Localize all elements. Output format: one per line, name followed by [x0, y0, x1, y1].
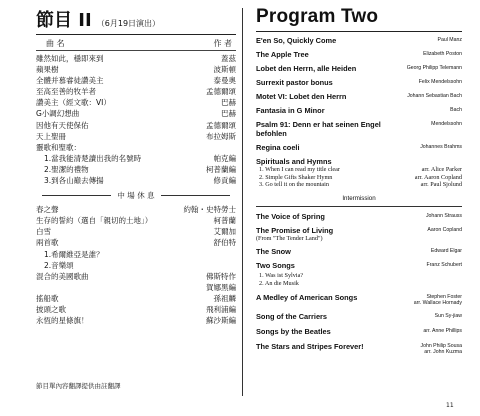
- english-intermission-rule: [256, 206, 462, 207]
- chinese-part1-list: [36, 53, 236, 186]
- song-composer-block: [423, 50, 462, 57]
- song-title: Regina coeli: [256, 143, 300, 152]
- song-composer-block: [450, 106, 462, 113]
- spiritual-arranger: arr. Aaron Copland: [414, 173, 462, 181]
- program-row: [256, 312, 462, 321]
- program-row: [36, 53, 236, 64]
- program-row: [36, 131, 236, 142]
- spiritual-arranger: arr. Alice Parker: [421, 166, 462, 173]
- song-title: 混合的美國歌曲: [36, 271, 89, 281]
- song-composer: 蘇沙斯編: [206, 316, 236, 326]
- spiritual-item: [256, 181, 462, 189]
- song-composer: 佛斯特作: [206, 271, 236, 281]
- program-item: [256, 261, 462, 270]
- song-composer: Johannes Brahms: [420, 144, 462, 150]
- program-row: [36, 75, 236, 86]
- column-divider: [242, 8, 243, 396]
- spirituals-title: Spirituals and Hymns: [256, 157, 332, 166]
- song-composer: 泰曼奧: [213, 76, 236, 86]
- song-composer: John Philip Sousa: [420, 342, 462, 349]
- song-title: 1.當我能清楚讀出我的名號時: [44, 153, 142, 163]
- song-arranger: arr. John Kuzma: [424, 348, 462, 355]
- song-title: 永恆的星條旗！: [36, 316, 89, 326]
- song-title: 雖然如此，穩即來到: [36, 54, 104, 63]
- song-composer-block: [427, 226, 462, 233]
- song-title: Fantasia in G Minor: [256, 106, 325, 115]
- program-item: [256, 143, 462, 152]
- song-composer: Georg Philipp Telemann: [406, 65, 462, 71]
- song-title: E'en So, Quickly Come: [256, 36, 337, 45]
- spiritual-arranger: arr. Paul Sjolund: [420, 181, 462, 189]
- program-item: [256, 64, 462, 73]
- program-item: [256, 293, 462, 306]
- song-composer: Felix Mendelssohn: [418, 79, 462, 85]
- program-row: [256, 64, 462, 73]
- program-row: [36, 282, 236, 293]
- song-composer-block: [427, 261, 462, 268]
- program-item: [256, 50, 462, 59]
- song-composer: 蓋茲: [221, 54, 236, 63]
- program-item: [256, 247, 462, 256]
- song-composer: arr. Anne Phillips: [423, 327, 462, 334]
- song-title: 生存的誓約（選自「親切的土地」）: [36, 216, 153, 226]
- song-title: The Stars and Stripes Forever!: [256, 341, 364, 351]
- program-row: [256, 92, 462, 101]
- program-item: [256, 226, 462, 243]
- song-composer: 孟德爾頌: [206, 120, 236, 130]
- song-composer-block: [431, 247, 462, 254]
- song-composer-block: [431, 120, 462, 127]
- song-title: A Medley of American Songs: [256, 292, 358, 302]
- song-composer-block: [435, 312, 462, 319]
- program-row: [256, 226, 462, 235]
- chinese-title: 節目 II: [36, 10, 92, 31]
- header-rule: [36, 50, 236, 51]
- song-title: G小調幻想曲: [36, 109, 80, 119]
- english-intermission: Intermission: [342, 194, 376, 202]
- column-header: [36, 38, 236, 49]
- song-title: 靈歌和聖歌：: [36, 142, 81, 152]
- intermission-line-left: [42, 195, 111, 196]
- program-item: [256, 342, 462, 355]
- song-composer: 賀娜黑編: [206, 282, 236, 292]
- program-item: [256, 106, 462, 115]
- program-row: [36, 86, 236, 97]
- program-row: [256, 247, 462, 256]
- program-row: [256, 342, 462, 355]
- song-composer: Stephen Foster: [426, 293, 462, 300]
- song-composer: Johann Sebastian Bach: [407, 93, 462, 99]
- song-title: 披頭之歌: [36, 304, 66, 314]
- song-title: 兩首歌: [36, 238, 59, 248]
- song-composer: Elizabeth Poston: [423, 51, 462, 57]
- song-title: The Voice of Spring: [256, 211, 325, 221]
- intermission-label: 中 場 休 息: [117, 190, 155, 200]
- chinese-title-block: [36, 6, 236, 32]
- header-song: 曲 名: [46, 39, 65, 48]
- song-composer-block: [419, 78, 462, 85]
- song-title: 全體并慕睿徒讚美主: [36, 76, 104, 86]
- song-composer-block: [437, 36, 462, 43]
- english-part1-list: [256, 36, 462, 152]
- spiritual-item: [256, 166, 462, 174]
- spiritual-title: 3. Go tell it on the mountain: [259, 181, 329, 189]
- song-composer: Bach: [450, 107, 462, 113]
- song-composer-block: [407, 92, 462, 99]
- song-composer-block: [426, 212, 462, 219]
- song-title: 讚美主（經文歌：VI）: [36, 98, 111, 108]
- song-title: Two Songs: [256, 261, 295, 271]
- program-row: [256, 293, 462, 306]
- song-composer: Paul Manz: [437, 37, 462, 43]
- two-songs-list: [256, 272, 462, 287]
- song-arranger: arr. Wallace Hornady: [413, 299, 462, 306]
- program-row: [256, 212, 462, 221]
- song-title: Song of the Carriers: [256, 311, 328, 321]
- song-composer: 艾爾加: [213, 227, 236, 237]
- program-row: [36, 142, 236, 153]
- program-row: [36, 315, 236, 326]
- program-row: [36, 108, 236, 119]
- song-composer-block: [407, 64, 462, 71]
- song-composer-block: [414, 293, 462, 306]
- program-row: [256, 106, 462, 115]
- song-composer: Johann Strauss: [425, 212, 462, 219]
- program-item: [256, 36, 462, 45]
- song-composer: Aaron Copland: [427, 226, 462, 233]
- song-title: 3.到各山巔去傳揚: [44, 176, 104, 186]
- chinese-program: [36, 6, 236, 326]
- song-composer-block: [420, 143, 462, 150]
- song-title: 搖船歌: [36, 293, 59, 303]
- english-part3-list: [256, 293, 462, 355]
- song-composer: Franz Schubert: [426, 262, 462, 269]
- program-row: [36, 249, 236, 260]
- program-item: [256, 92, 462, 101]
- program-row: [256, 143, 462, 152]
- program-item: [256, 312, 462, 321]
- program-row: [36, 271, 236, 282]
- title-rule: [36, 34, 236, 35]
- song-composer: Sun Sy-jiaw: [434, 312, 462, 319]
- program-row: [256, 120, 462, 138]
- chinese-intermission: [36, 188, 236, 202]
- program-item: [256, 212, 462, 221]
- song-composer: 孫祖麟: [213, 293, 236, 303]
- spiritual-item: [256, 174, 462, 182]
- song-composer: 舒伯特: [213, 238, 236, 248]
- program-row: [36, 304, 236, 315]
- program-row: [36, 97, 236, 108]
- song-composer: Mendelssohn: [431, 121, 462, 127]
- song-title: The Apple Tree: [256, 50, 309, 59]
- song-composer: 波斯頓: [213, 65, 236, 75]
- song-title: Psalm 91: Denn er hat seinen Engel befohlen: [256, 120, 381, 138]
- intermission-line-right: [161, 195, 230, 196]
- song-composer: 帕克編: [213, 153, 236, 163]
- song-title: 蘋果樹: [36, 65, 59, 75]
- program-row: [256, 50, 462, 59]
- program-row: [36, 164, 236, 175]
- song-title: The Snow: [256, 247, 291, 257]
- english-title: Program Two: [256, 6, 379, 27]
- song-composer: 修貢編: [213, 176, 236, 186]
- spirituals-heading-row: [256, 157, 462, 166]
- song-title: 2.聖潔的禮物: [44, 164, 89, 174]
- two-songs-item: 1. Was ist Sylvia?: [259, 272, 304, 280]
- song-composer: 飛利浦編: [206, 304, 236, 314]
- song-composer: 約翰・史特勞士: [183, 205, 236, 215]
- program-row: [256, 261, 462, 270]
- song-composer: 布拉姆斯: [206, 131, 236, 141]
- spirituals-list: [256, 166, 462, 189]
- program-row: [36, 260, 236, 271]
- song-title: Motet VI: Lobet den Herrn: [256, 92, 347, 101]
- program-row: [36, 120, 236, 131]
- program-item: [256, 120, 462, 138]
- program-row: [36, 237, 236, 248]
- chinese-part2-list: [36, 204, 236, 326]
- english-program: [256, 6, 462, 361]
- program-row: [256, 78, 462, 87]
- song-composer: 巴赫: [221, 109, 236, 119]
- program-row: [36, 226, 236, 237]
- song-title: Surrexit pastor bonus: [256, 78, 333, 87]
- two-songs-item: 2. An die Musik: [259, 279, 299, 287]
- program-row: [36, 64, 236, 75]
- song-composer: 巴赫: [221, 98, 236, 108]
- page-number: 11: [446, 402, 454, 409]
- chinese-footnote: 節目單內容翻譯提供由註翻譯: [36, 382, 121, 390]
- song-composer: Edward Elgar: [430, 248, 462, 255]
- song-title: The Promise of Living: [256, 225, 334, 235]
- program-row: [36, 204, 236, 215]
- song-source: (From "The Tender Land"): [256, 234, 323, 242]
- song-title: 春之聲: [36, 205, 59, 215]
- song-composer: 孟德爾頌: [206, 87, 236, 97]
- program-item: [256, 327, 462, 336]
- song-title: 因他有天使保佑: [36, 120, 89, 130]
- program-row: [36, 293, 236, 304]
- program-row: [256, 327, 462, 336]
- chinese-subtitle: （6月19日演出）: [96, 19, 161, 28]
- song-title: 至高至善的牧羊者: [36, 87, 96, 97]
- spiritual-title: 2. Simple Gifts Shaker Hymn: [259, 173, 333, 181]
- header-composer: 作 者: [213, 39, 232, 48]
- program-item: [256, 78, 462, 87]
- spirituals-block: [256, 157, 462, 189]
- program-row: [36, 153, 236, 164]
- program-row: [36, 175, 236, 186]
- program-row: [256, 36, 462, 45]
- song-composer-block: [420, 342, 462, 355]
- english-part2-list: [256, 212, 462, 271]
- song-title: 白雪: [36, 227, 51, 237]
- song-title: Songs by the Beatles: [256, 326, 331, 336]
- song-composer: 柯普蘭: [213, 216, 236, 226]
- program-row: [36, 215, 236, 226]
- song-title: 天上聖冊: [36, 131, 66, 141]
- english-title-rule: [256, 31, 462, 32]
- song-title: 2.音樂頌: [44, 260, 74, 270]
- song-title: Lobet den Herrn, alle Heiden: [256, 64, 357, 73]
- song-composer-block: [423, 327, 462, 334]
- song-title: 1.希爾維亞是誰？: [44, 249, 104, 259]
- spiritual-title: 1. When I can read my title clear: [259, 166, 340, 173]
- song-composer: 柯普蘭編: [206, 164, 236, 174]
